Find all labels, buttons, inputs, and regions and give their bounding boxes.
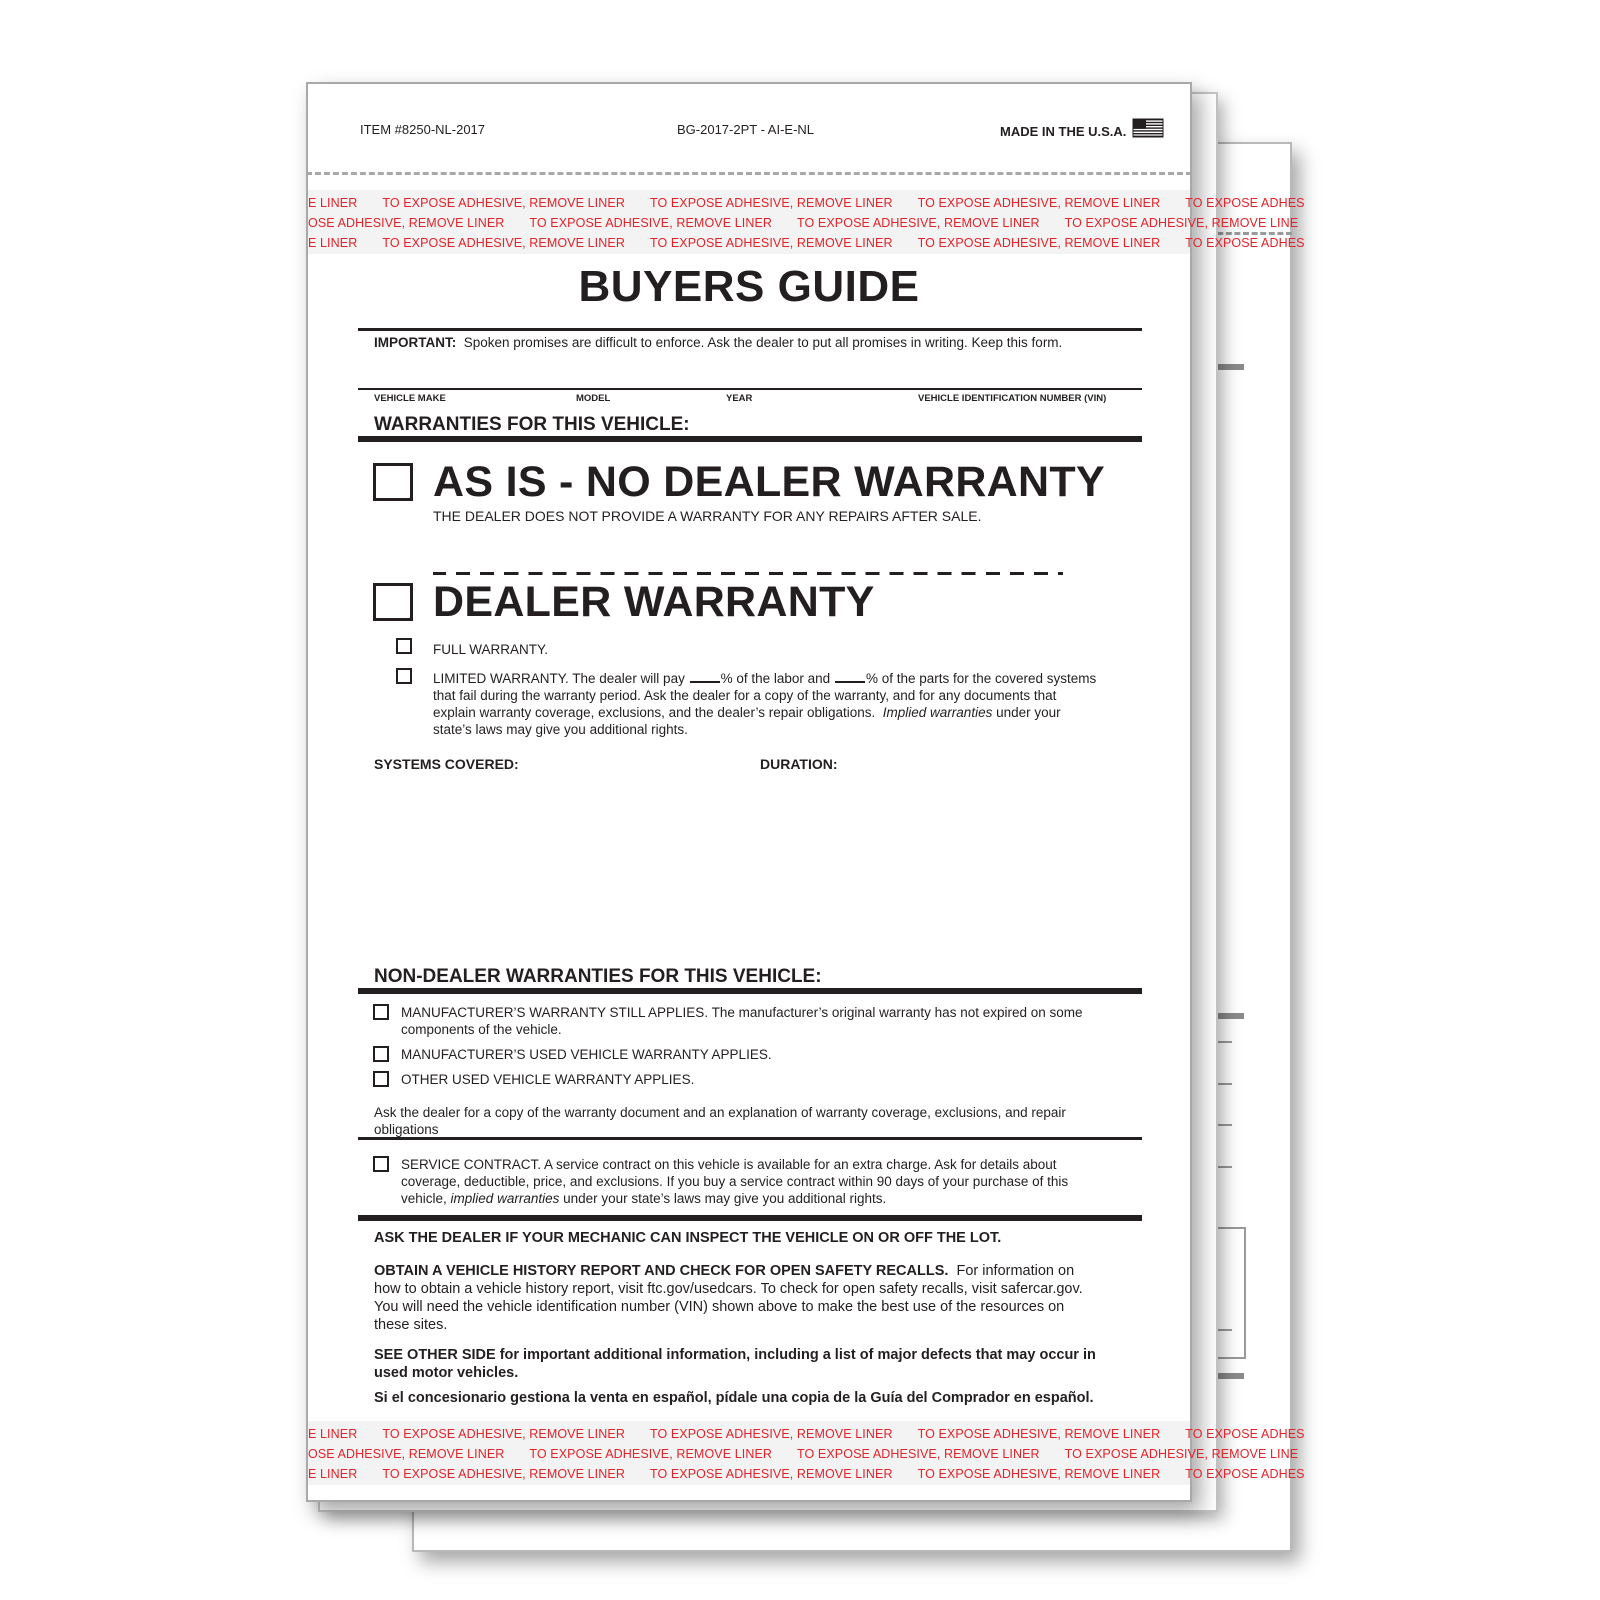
mechanic-inspection-text: ASK THE DEALER IF YOUR MECHANIC CAN INSPECT THE VEHICLE ON OR OFF THE LOT. [374,1230,1002,1246]
made-in-usa: MADE IN THE U.S.A. [1000,124,1127,139]
divider [358,436,1142,442]
labor-percent-blank[interactable] [690,681,720,683]
item-number: ITEM #8250-NL-2017 [360,122,486,137]
divider [358,328,1142,331]
vehicle-history-text: OBTAIN A VEHICLE HISTORY REPORT AND CHECK FOR OPEN SAFETY RECALLS. For information on how to obtain a vehicle history report, visit ftc.gov/usedcars. To check for open safety recalls, visit safercar.gov. You will need the vehicle identification number (VIN) shown above to make the best use of the resources on these sites. [374,1263,1083,1333]
systems-covered-label: SYSTEMS COVERED: [374,756,519,772]
important-notice: IMPORTANT: Spoken promises are difficult to enforce. Ask the dealer to put all promises in writing. Keep this form. [374,335,1063,350]
form-title: BUYERS GUIDE [578,262,920,311]
parts-percent-blank[interactable] [835,681,865,683]
as-is-title: AS IS - NO DEALER WARRANTY [433,458,1105,506]
liner-row: OSE ADHESIVE, REMOVE LINER TO EXPOSE ADHESIVE, REMOVE LINER TO EXPOSE ADHESIVE, REMOVE LINER TO EXPOSE ADHESIVE, REMOVE LINE [308,216,1299,230]
year-label: YEAR [726,393,753,404]
liner-row: E LINER TO EXPOSE ADHESIVE, REMOVE LINER TO EXPOSE ADHESIVE, REMOVE LINER TO EXPOSE ADHESIVE, REMOVE LINER TO EXPOSE ADHES [308,236,1305,250]
vin-label: VEHICLE IDENTIFICATION NUMBER (VIN) [918,393,1107,404]
liner-row: OSE ADHESIVE, REMOVE LINER TO EXPOSE ADHESIVE, REMOVE LINER TO EXPOSE ADHESIVE, REMOVE LINER TO EXPOSE ADHESIVE, REMOVE LINE [308,1447,1299,1461]
full-warranty-label: FULL WARRANTY. [433,642,549,657]
dealer-warranty-checkbox[interactable] [373,583,413,621]
ask-dealer-copy-text: Ask the dealer for a copy of the warranty document and an explanation of warranty coverage, exclusions, and repair obligations [374,1105,1066,1137]
liner-row: E LINER TO EXPOSE ADHESIVE, REMOVE LINER TO EXPOSE ADHESIVE, REMOVE LINER TO EXPOSE ADHESIVE, REMOVE LINER TO EXPOSE ADHES [308,196,1305,210]
liner-row: E LINER TO EXPOSE ADHESIVE, REMOVE LINER TO EXPOSE ADHESIVE, REMOVE LINER TO EXPOSE ADHESIVE, REMOVE LINER TO EXPOSE ADHES [308,1427,1305,1441]
perforation-line [306,172,1192,175]
dashed-separator [433,572,1063,575]
as-is-checkbox[interactable] [373,463,413,501]
manufacturer-warranty-checkbox[interactable] [373,1004,389,1020]
vehicle-info-line [358,388,1142,390]
spanish-notice: Si el concesionario gestiona la venta en español, pídale una copia de la Guía del Comprador en español. [374,1390,1094,1406]
other-used-label: OTHER USED VEHICLE WARRANTY APPLIES. [401,1072,695,1087]
warranties-heading: WARRANTIES FOR THIS VEHICLE: [374,414,690,435]
vehicle-make-label: VEHICLE MAKE [374,393,446,404]
manufacturer-used-checkbox[interactable] [373,1046,389,1062]
service-contract-checkbox[interactable] [373,1156,389,1172]
manufacturer-used-label: MANUFACTURER’S USED VEHICLE WARRANTY APPLIES. [401,1047,772,1062]
adhesive-liner-bottom [308,1421,1305,1485]
model-label: MODEL [576,393,611,404]
adhesive-liner-top [308,190,1305,254]
service-contract-text: SERVICE CONTRACT. A service contract on this vehicle is available for an extra charge. Ask for details about coverage, deductible, price, and exclusions. If you buy a service contract within 90 days of your purchase of this vehicle, implied warranties under your state’s laws may give you additional rights. [401,1157,1069,1206]
limited-warranty-text: LIMITED WARRANTY. The dealer will pay % of the labor and % of the parts for the covered systems that fail during the warranty period. Ask the dealer for a copy of the warranty, and for any documents that explain warranty coverage, exclusions, and the dealer’s repair obligations. Implied warranties under your state’s laws may give you additional rights. [433,671,1097,737]
divider [358,1137,1142,1140]
as-is-subtitle: THE DEALER DOES NOT PROVIDE A WARRANTY FOR ANY REPAIRS AFTER SALE. [433,508,982,524]
limited-warranty-checkbox[interactable] [396,668,412,684]
manufacturer-warranty-text: MANUFACTURER’S WARRANTY STILL APPLIES. The manufacturer’s original warranty has not expired on some components of the vehicle. [401,1005,1083,1037]
dealer-warranty-title: DEALER WARRANTY [433,578,875,626]
full-warranty-checkbox[interactable] [396,638,412,654]
non-dealer-heading: NON-DEALER WARRANTIES FOR THIS VEHICLE: [374,966,822,987]
liner-row: E LINER TO EXPOSE ADHESIVE, REMOVE LINER TO EXPOSE ADHESIVE, REMOVE LINER TO EXPOSE ADHESIVE, REMOVE LINER TO EXPOSE ADHES [308,1467,1305,1481]
form-code: BG-2017-2PT - AI-E-NL [677,122,815,137]
divider [358,988,1142,994]
divider [358,1215,1142,1221]
duration-label: DURATION: [760,756,838,772]
us-flag-icon [1133,119,1163,137]
other-used-checkbox[interactable] [373,1071,389,1087]
see-other-side-text: SEE OTHER SIDE for important additional information, including a list of major defects that may occur in used motor vehicles. [374,1347,1096,1381]
